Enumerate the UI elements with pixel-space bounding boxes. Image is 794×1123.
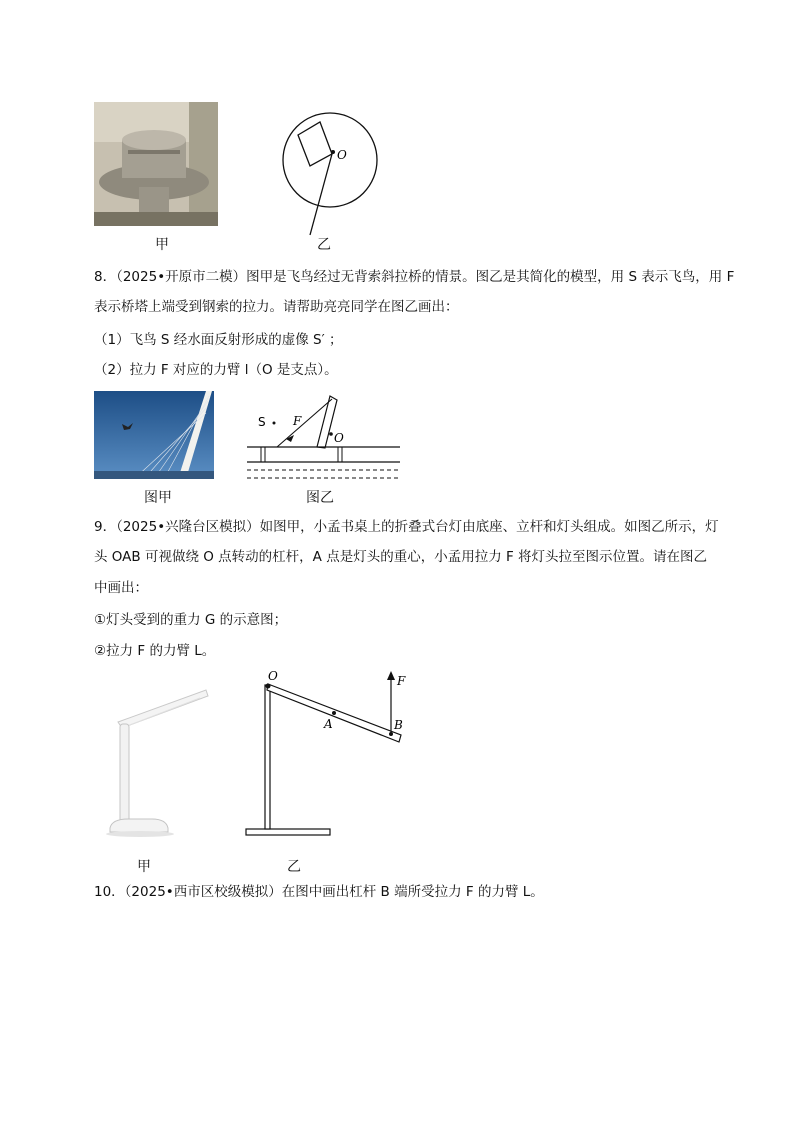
fig7-label-O: O	[337, 148, 347, 162]
q9-lamp-diagram	[240, 668, 420, 848]
q8-caption-jia: 图甲	[144, 490, 172, 506]
q8-line1: 8．（2025•开原市二模）图甲是飞鸟经过无背索斜拉桥的情景。图乙是其简化的模型，用 S 表示飞鸟，用 F	[94, 269, 735, 285]
q9-label-A: A	[324, 717, 333, 731]
q8-item2: （2）拉力 F 对应的力臂 l（O 是支点）。	[94, 362, 338, 378]
q9-item1: ①灯头受到的重力 G 的示意图；	[94, 612, 288, 628]
q9-label-O: O	[268, 669, 278, 683]
millstone-photo	[94, 102, 218, 226]
q9-item2: ②拉力 F 的力臂 L。	[94, 643, 216, 659]
q8-label-F: F	[293, 414, 302, 428]
q8-item1: （1）飞鸟 S 经水面反射形成的虚像 S′ ；	[94, 332, 343, 348]
bridge-photo	[94, 391, 214, 479]
q9-line3: 中画出：	[94, 580, 148, 596]
q8-caption-yi: 图乙	[306, 490, 334, 506]
q8-label-O: O	[334, 431, 344, 445]
q9-caption-jia: 甲	[137, 859, 151, 875]
desk-lamp-photo	[100, 688, 210, 843]
q9-label-F: F	[397, 674, 406, 688]
fig7-caption-jia: 甲	[155, 237, 169, 253]
q9-line1: 9．（2025•兴隆台区模拟）如图甲，小孟书桌上的折叠式台灯由底座、立杆和灯头组成。如图乙所示，灯	[94, 519, 719, 535]
q8-line2: 表示桥塔上端受到钢索的拉力。请帮助亮亮同学在图乙画出：	[94, 299, 459, 315]
q8-label-S: S	[258, 415, 266, 429]
q9-label-B: B	[394, 718, 403, 732]
q10-line1: 10．（2025•西市区校级模拟）在图中画出杠杆 B 端所受拉力 F 的力臂 L。	[94, 884, 544, 900]
q8-bridge-diagram	[245, 392, 405, 484]
fig7-caption-yi: 乙	[317, 237, 331, 253]
q9-line2: 头 OAB 可视做绕 O 点转动的杠杆，A 点是灯头的重心，小孟用拉力 F 将灯头拉至图示位置。请在图乙	[94, 549, 708, 565]
fig7-diagram	[270, 100, 390, 240]
q9-caption-yi: 乙	[287, 859, 301, 875]
